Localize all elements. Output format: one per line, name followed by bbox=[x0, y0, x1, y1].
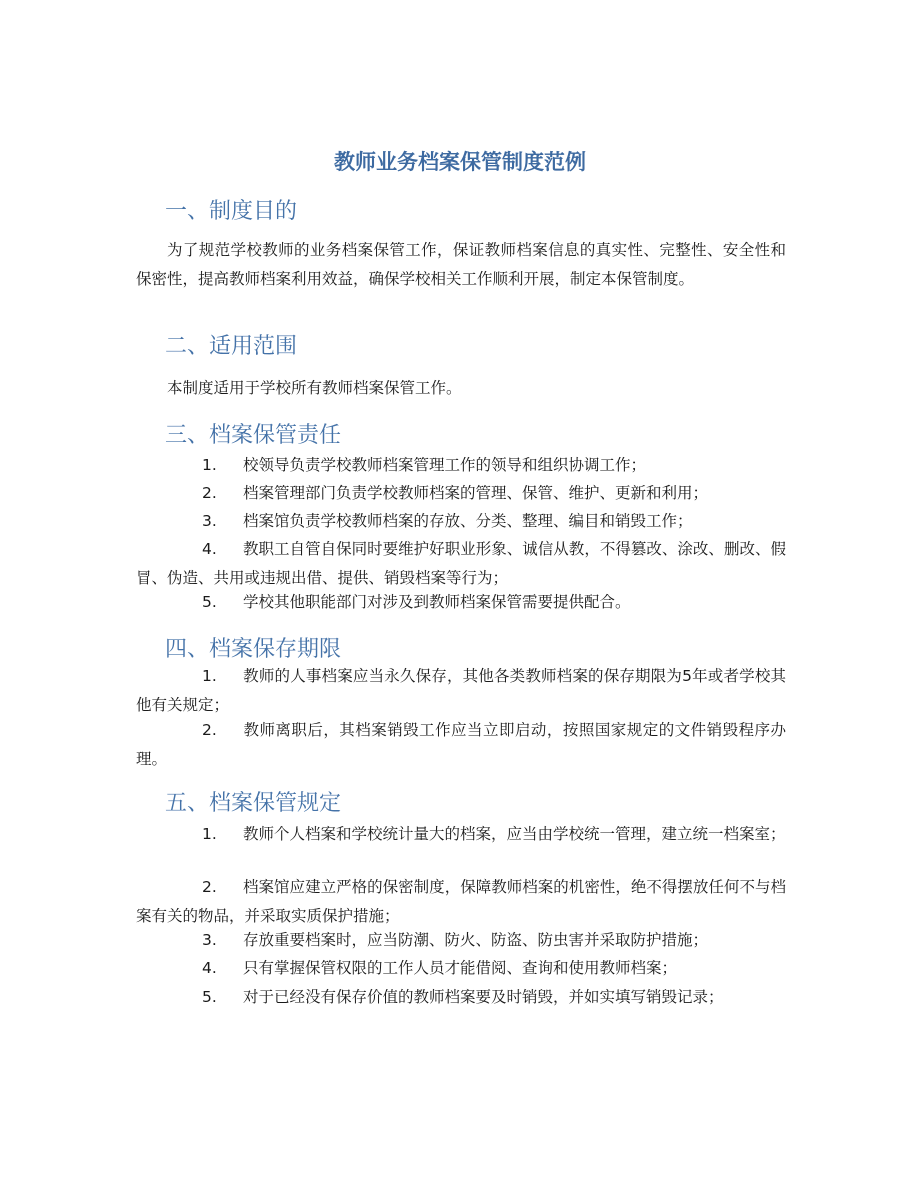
list-item-text: 教职工自管自保同时要维护好职业形象、诚信从教，不得篡改、涂改、删改、假冒、伪造、共用或违规出借、提供、销毁档案等行为； bbox=[136, 540, 786, 587]
section-heading-rules: 五、档案保管规定 bbox=[165, 791, 342, 816]
list-item-number: 3. bbox=[202, 931, 217, 949]
list-item-text: 只有掌握保管权限的工作人员才能借阅、查询和使用教师档案； bbox=[243, 959, 678, 977]
section-paragraph-scope: 本制度适用于学校所有教师档案保管工作。 bbox=[167, 379, 462, 397]
list-item-text: 存放重要档案时，应当防潮、防火、防盗、防虫害并采取防护措施； bbox=[243, 931, 709, 949]
list-item-number: 5. bbox=[202, 593, 217, 611]
section-heading-responsibility: 三、档案保管责任 bbox=[165, 423, 342, 448]
section-heading-scope: 二、适用范围 bbox=[165, 334, 298, 359]
list-item bbox=[170, 926, 786, 955]
section-paragraph-purpose: 为了规范学校教师的业务档案保管工作，保证教师档案信息的真实性、完整性、安全性和保密性，提高教师档案利用效益，确保学校相关工作顺利开展，制定本保管制度。 bbox=[136, 241, 786, 288]
list-item-number: 4. bbox=[202, 540, 217, 558]
list-item-text: 教师个人档案和学校统计量大的档案，应当由学校统一管理，建立统一档案室； bbox=[243, 825, 786, 843]
list-item-number: 2. bbox=[202, 484, 217, 502]
list-item-number: 1. bbox=[202, 667, 217, 685]
list-item-number: 2. bbox=[202, 878, 217, 896]
list-item bbox=[136, 983, 786, 1012]
list-item-text: 教师离职后，其档案销毁工作应当立即启动，按照国家规定的文件销毁程序办理。 bbox=[136, 721, 786, 768]
list-item bbox=[136, 535, 786, 593]
list-item-number: 1. bbox=[202, 456, 217, 474]
list-item-text: 对于已经没有保存价值的教师档案要及时销毁，并如实填写销毁记录； bbox=[243, 988, 724, 1006]
list-item-text: 学校其他职能部门对涉及到教师档案保管需要提供配合。 bbox=[243, 593, 631, 611]
section-heading-purpose: 一、制度目的 bbox=[165, 199, 298, 224]
list-item-text: 档案馆负责学校教师档案的存放、分类、整理、编目和销毁工作； bbox=[243, 512, 693, 530]
list-item bbox=[136, 820, 786, 849]
list-item-number: 5. bbox=[202, 988, 217, 1006]
list-item bbox=[170, 954, 786, 983]
list-item-text: 校领导负责学校教师档案管理工作的领导和组织协调工作； bbox=[243, 456, 647, 474]
section-heading-retention: 四、档案保存期限 bbox=[165, 637, 342, 662]
list-item-number: 2. bbox=[202, 721, 217, 739]
list-item-number: 3. bbox=[202, 512, 217, 530]
list-item bbox=[136, 873, 786, 931]
list-item bbox=[170, 507, 786, 536]
list-item bbox=[136, 716, 786, 774]
list-item-text: 档案管理部门负责学校教师档案的管理、保管、维护、更新和利用； bbox=[243, 484, 709, 502]
document-title: 教师业务档案保管制度范例 bbox=[334, 150, 586, 174]
list-item-text: 档案馆应建立严格的保密制度，保障教师档案的机密性，绝不得摆放任何不与档案有关的物品，并采取实质保护措施； bbox=[136, 878, 786, 925]
list-item bbox=[170, 451, 786, 480]
list-item bbox=[170, 479, 786, 508]
list-item-text: 教师的人事档案应当永久保存，其他各类教师档案的保存期限为5年或者学校其他有关规定； bbox=[136, 667, 786, 714]
list-item bbox=[136, 662, 786, 720]
list-item-number: 4. bbox=[202, 959, 217, 977]
list-item-number: 1. bbox=[202, 825, 217, 843]
list-item bbox=[170, 588, 786, 617]
